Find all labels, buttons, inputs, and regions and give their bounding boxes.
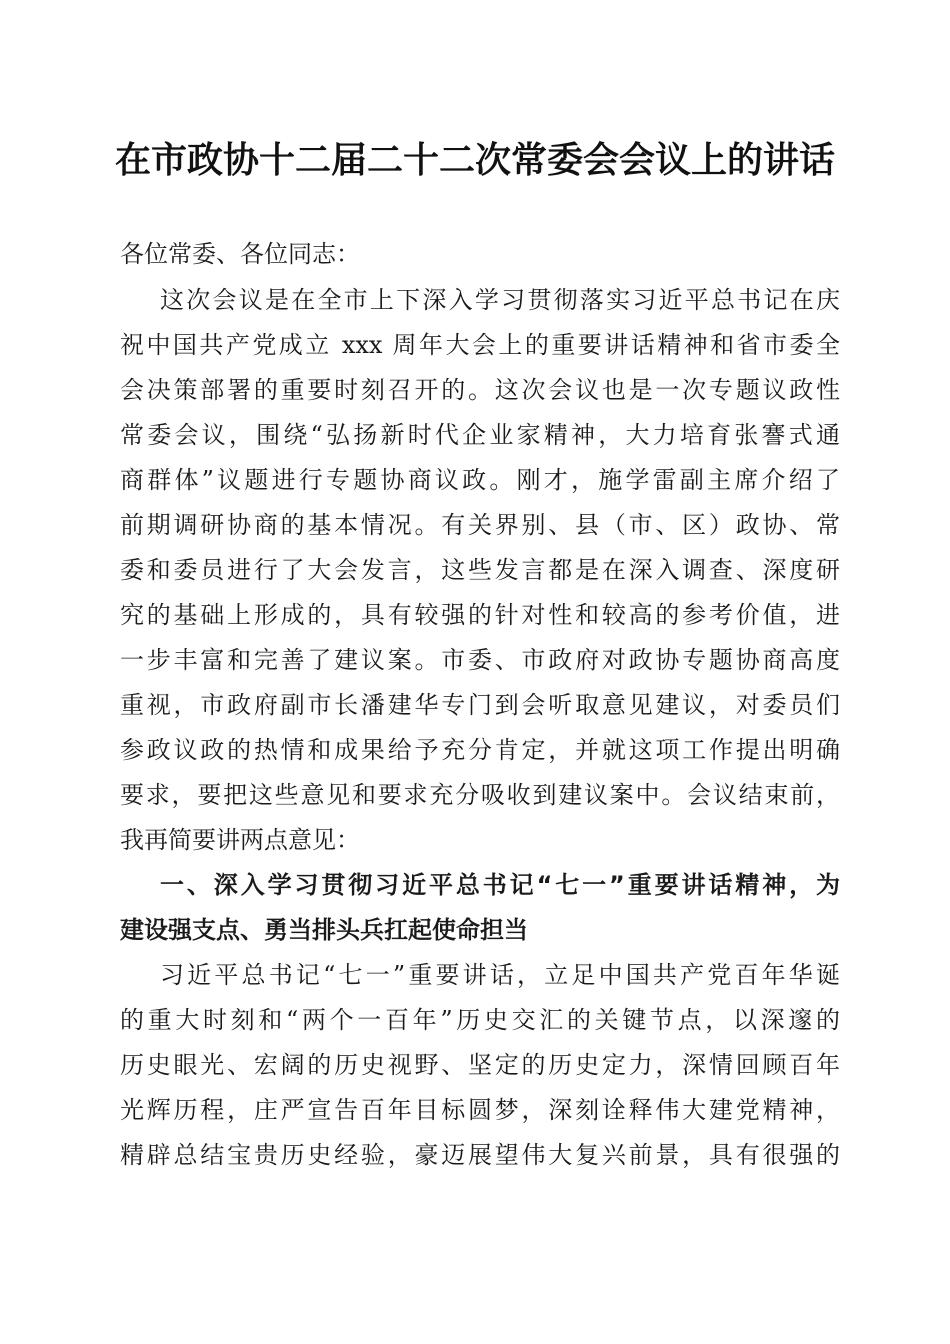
paragraph-line: 常委会议，围绕“弘扬新时代企业家精神，大力培育张謇式通: [120, 421, 840, 449]
document-title: 在市政协十二届二十二次常委会会议上的讲话: [114, 139, 835, 181]
paragraph-line: 的重大时刻和“两个一百年”历史交汇的关键节点，以深邃的: [120, 1006, 840, 1034]
paragraph-line: 光辉历程，庄严宣告百年目标圆梦，深刻诠释伟大建党精神，: [120, 1096, 840, 1124]
section-heading-line: 建设强支点、勇当排头兵扛起使命担当: [120, 916, 528, 944]
section-heading-line: 一、深入学习贯彻习近平总书记“七一”重要讲话精神，为: [160, 871, 840, 899]
paragraph-line: 要求，要把这些意见和要求充分吸收到建议案中。会议结束前，: [120, 781, 840, 809]
paragraph-line: 究的基础上形成的，具有较强的针对性和较高的参考价值，进: [120, 601, 840, 629]
paragraph-line: 委和委员进行了大会发言，这些发言都是在深入调查、深度研: [120, 556, 840, 584]
paragraph-line: 一步丰富和完善了建议案。市委、市政府对政协专题协商高度: [120, 646, 840, 674]
paragraph-line: 重视，市政府副市长潘建华专门到会听取意见建议，对委员们: [120, 691, 840, 719]
paragraph-line: 前期调研协商的基本情况。有关界别、县（市、区）政协、常: [120, 511, 840, 539]
paragraph-line: 习近平总书记“七一”重要讲话，立足中国共产党百年华诞: [160, 961, 840, 989]
salutation: 各位常委、各位同志：: [120, 240, 360, 268]
paragraph-line: 这次会议是在全市上下深入学习贯彻落实习近平总书记在庆: [160, 286, 840, 314]
paragraph-line: 参政议政的热情和成果给予充分肯定，并就这项工作提出明确: [120, 736, 840, 764]
paragraph-line: 会决策部署的重要时刻召开的。这次会议也是一次专题议政性: [120, 376, 840, 404]
paragraph-line: 精辟总结宝贵历史经验，豪迈展望伟大复兴前景，具有很强的: [120, 1141, 840, 1169]
paragraph-line: 我再简要讲两点意见：: [120, 826, 360, 854]
paragraph-line: 祝中国共产党成立 xxx 周年大会上的重要讲话精神和省市委全: [120, 331, 840, 359]
paragraph-line: 商群体”议题进行专题协商议政。刚才，施学雷副主席介绍了: [120, 466, 840, 494]
paragraph-line: 历史眼光、宏阔的历史视野、坚定的历史定力，深情回顾百年: [120, 1051, 840, 1079]
